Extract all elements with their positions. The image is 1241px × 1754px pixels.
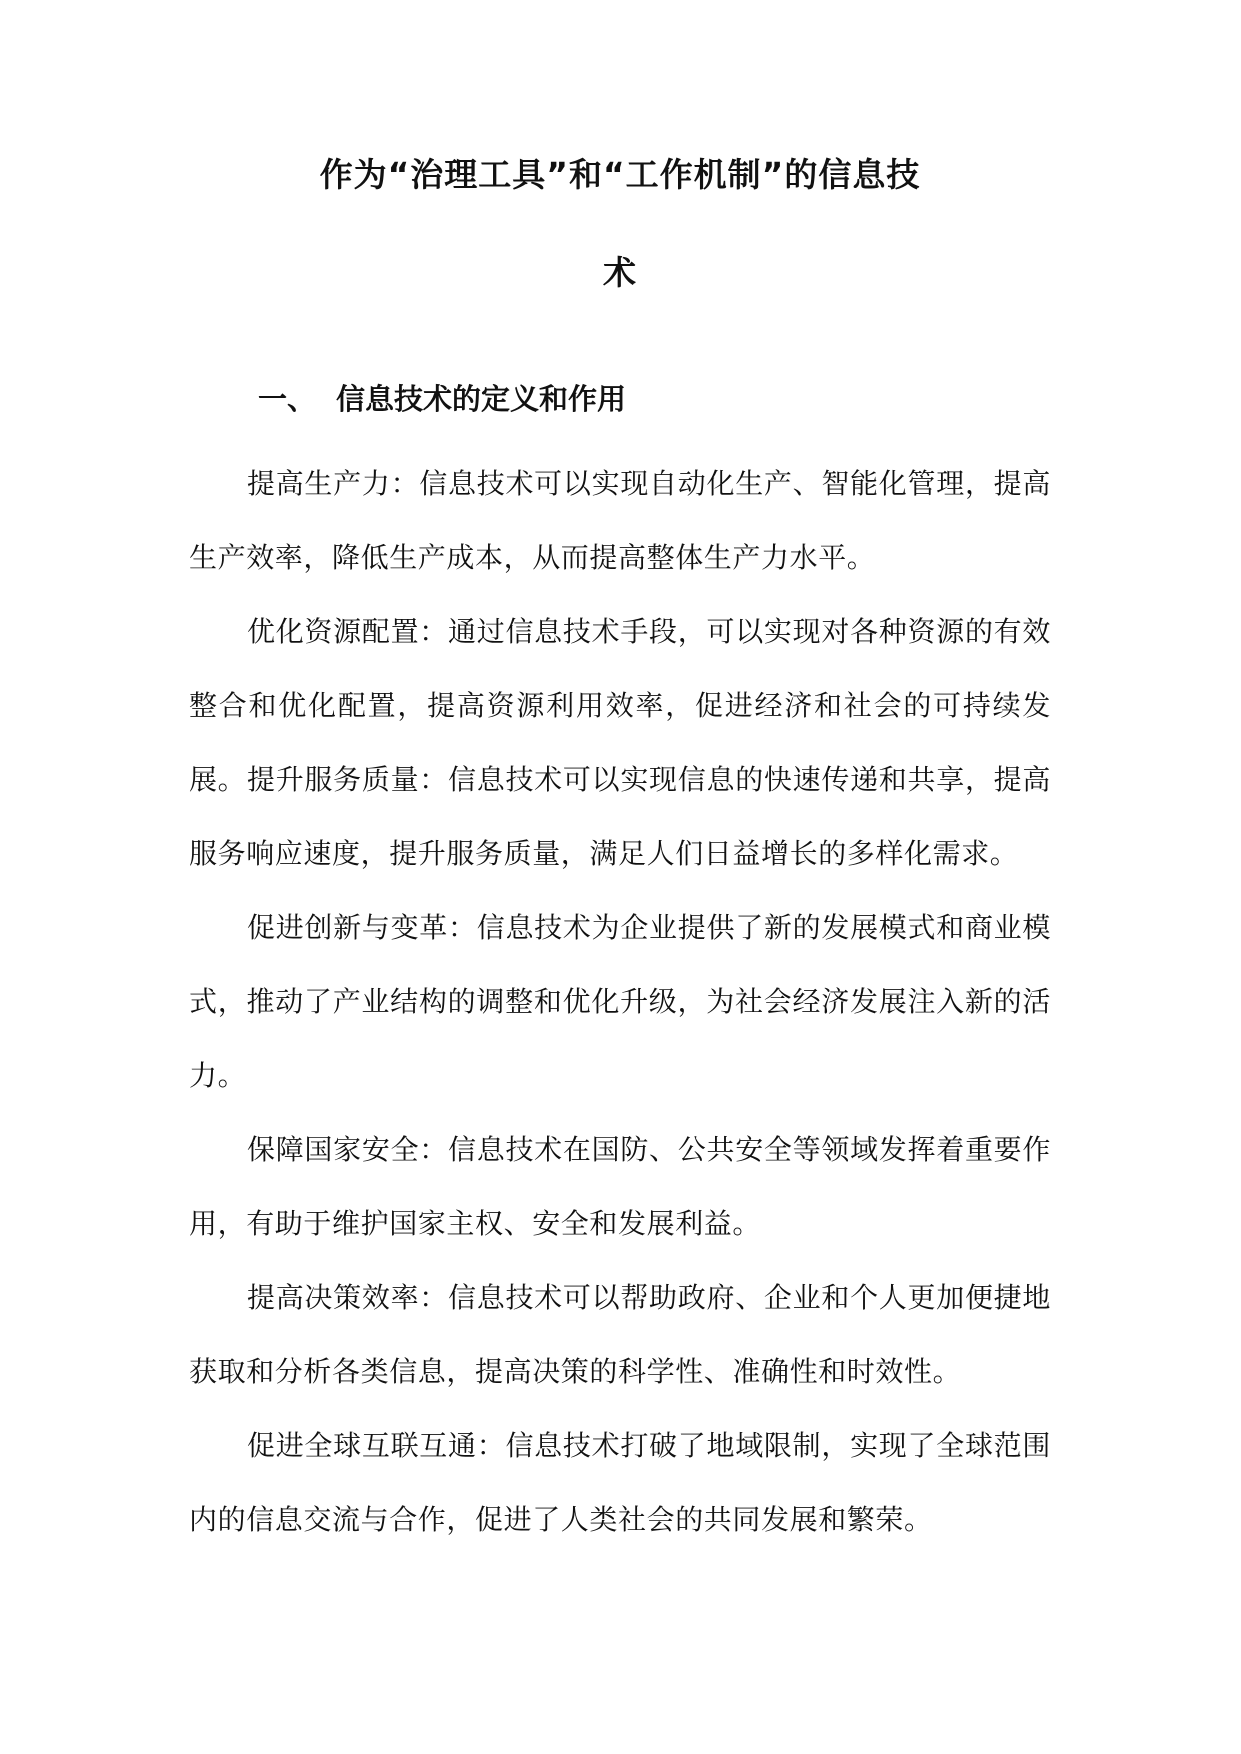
- section-heading: [258, 379, 626, 419]
- paragraph-decision-efficiency: 提高决策效率：信息技术可以帮助政府、企业和个人更加便捷地获取和分析各类信息，提高决策的科学性、准确性和时效性。: [189, 1281, 1051, 1388]
- paragraph-productivity: 提高生产力：信息技术可以实现自动化生产、智能化管理，提高生产效率，降低生产成本，从而提高整体生产力水平。: [189, 467, 1051, 574]
- paragraph-innovation: 促进创新与变革：信息技术为企业提供了新的发展模式和商业模式，推动了产业结构的调整和优化升级，为社会经济发展注入新的活力。: [189, 911, 1051, 1092]
- document-title-continuation: 术: [603, 253, 637, 292]
- paragraph-national-security: 保障国家安全：信息技术在国防、公共安全等领域发挥着重要作用，有助于维护国家主权、安全和发展利益。: [189, 1133, 1051, 1240]
- paragraph-service-quality: 提升服务质量：信息技术可以实现信息的快速传递和共享，提高服务响应速度，提升服务质量，满足人们日益增长的多样化需求。: [189, 763, 1051, 870]
- paragraph-resource-allocation: 优化资源配置：通过信息技术手段，可以实现对各种资源的有效整合和优化配置，提高资源利用效率，促进经济和社会的可持续发展。: [189, 615, 1051, 796]
- paragraph-global-connectivity: 促进全球互联互通：信息技术打破了地域限制，实现了全球范围内的信息交流与合作，促进了人类社会的共同发展和繁荣。: [189, 1429, 1051, 1536]
- section-title: 信息技术的定义和作用: [336, 382, 627, 416]
- section-number: 一、: [258, 382, 317, 416]
- document-title: 作为“治理工具”和“工作机制”的信息技: [319, 155, 921, 194]
